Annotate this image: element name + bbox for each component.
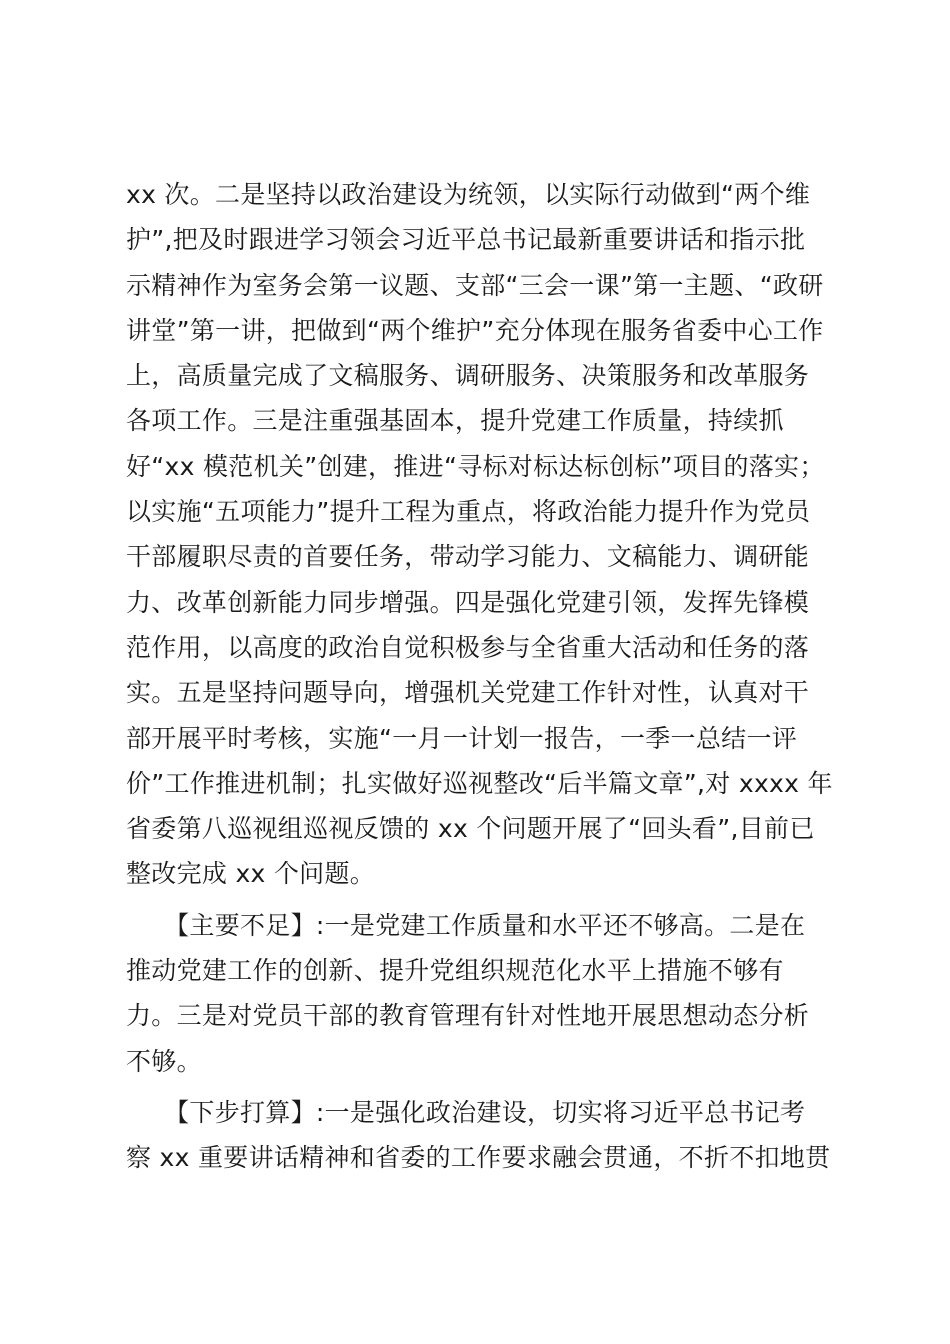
paragraph-shortcomings	[126, 903, 846, 1084]
text-line: 【下步打算】:一是强化政治建设，切实将习近平总书记考	[126, 1097, 806, 1127]
text-line: 范作用，以高度的政治自觉积极参与全省重大活动和任务的落	[126, 632, 810, 662]
text-line: 整改完成 xx 个问题。	[126, 859, 376, 889]
text-line: 讲堂”第一讲，把做到“两个维护”充分体现在服务省委中心工作	[126, 315, 824, 345]
text-line: 价”工作推进机制；扎实做好巡视整改“后半篇文章”,对 xxxx 年	[126, 768, 833, 798]
document-body	[126, 172, 846, 1181]
paragraph-achievements	[126, 172, 846, 897]
text-line: 部开展平时考核，实施“一月一计划一报告，一季一总结一评	[126, 723, 798, 753]
text-line: 干部履职尽责的首要任务，带动学习能力、文稿能力、调研能	[126, 542, 810, 572]
text-line: 察 xx 重要讲话精神和省委的工作要求融会贯通，不折不扣地贯	[126, 1143, 831, 1173]
text-line: 【主要不足】:一是党建工作质量和水平还不够高。二是在	[126, 910, 806, 940]
text-line: xx 次。二是坚持以政治建设为统领，以实际行动做到“两个维	[126, 180, 811, 209]
text-line: 力、改革创新能力同步增强。四是强化党建引领，发挥先锋模	[126, 587, 810, 617]
text-line: 好“xx 模范机关”创建，推进“寻标对标达标创标”项目的落实；	[126, 451, 825, 481]
text-line: 实。五是坚持问题导向，增强机关党建工作针对性，认真对干	[126, 678, 810, 708]
text-line: 护”,把及时跟进学习领会习近平总书记最新重要讲话和指示批	[126, 225, 806, 255]
paragraph-next-steps	[126, 1090, 846, 1181]
text-line: 不够。	[126, 1046, 202, 1076]
text-line: 上，高质量完成了文稿服务、调研服务、决策服务和改革服务	[126, 361, 810, 391]
text-line: 各项工作。三是注重强基固本，提升党建工作质量，持续抓	[126, 406, 784, 436]
text-line: 力。三是对党员干部的教育管理有针对性地开展思想动态分析	[126, 1001, 810, 1031]
text-line: 以实施“五项能力”提升工程为重点，将政治能力提升作为党员	[126, 497, 811, 527]
text-line: 示精神作为室务会第一议题、支部“三会一课”第一主题、“政研	[126, 270, 824, 300]
text-line: 推动党建工作的创新、提升党组织规范化水平上措施不够有	[126, 956, 784, 986]
text-line: 省委第八巡视组巡视反馈的 xx 个问题开展了“回头看”,目前已	[126, 814, 815, 844]
